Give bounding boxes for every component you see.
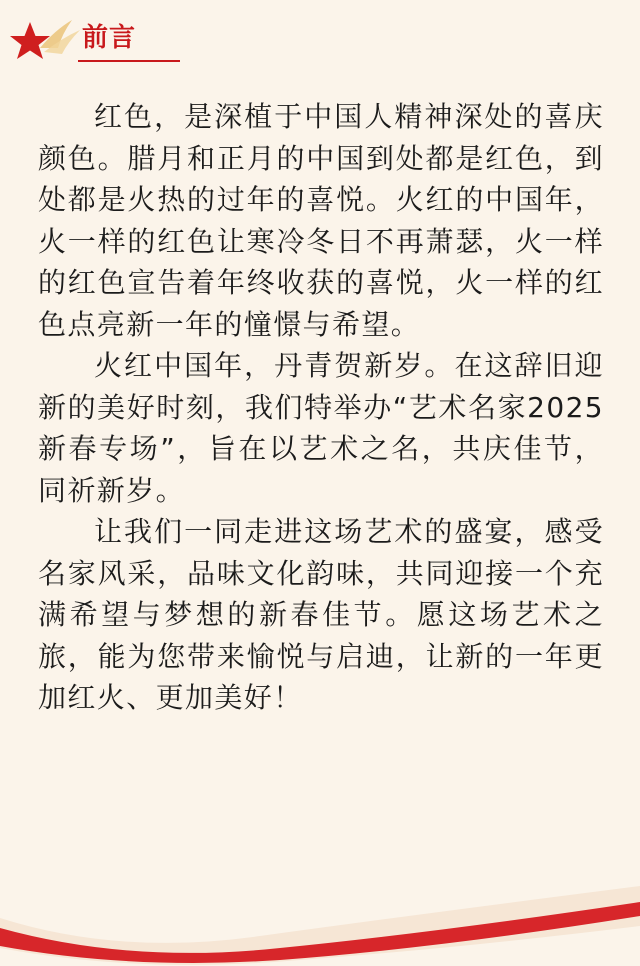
title-underline — [78, 60, 180, 62]
body-text — [38, 96, 604, 719]
page-title: 前言 — [82, 23, 137, 53]
paragraph-2: 火红中国年，丹青贺新岁。在这辞旧迎新的美好时刻，我们特举办“艺术名家2025新春专场”，旨在以艺术之名，共庆佳节，同祈新岁。 — [38, 349, 604, 507]
footer-wave-decoration — [0, 856, 640, 966]
section-header — [0, 0, 640, 80]
paragraph-3: 让我们一同走进这场艺术的盛宴，感受名家风采，品味文化韵味，共同迎接一个充满希望与梦想的新春佳节。愿这场艺术之旅，能为您带来愉悦与启迪，让新的一年更加红火、更加美好！ — [38, 515, 604, 714]
paragraph-1: 红色，是深植于中国人精神深处的喜庆颜色。腊月和正月的中国到处都是红色，到处都是火热的过年的喜悦。火红的中国年，火一样的红色让寒冷冬日不再萧瑟，火一样的红色宣告着年终收获的喜悦，火一样的红色点亮新一年的憧憬与希望。 — [38, 100, 604, 341]
